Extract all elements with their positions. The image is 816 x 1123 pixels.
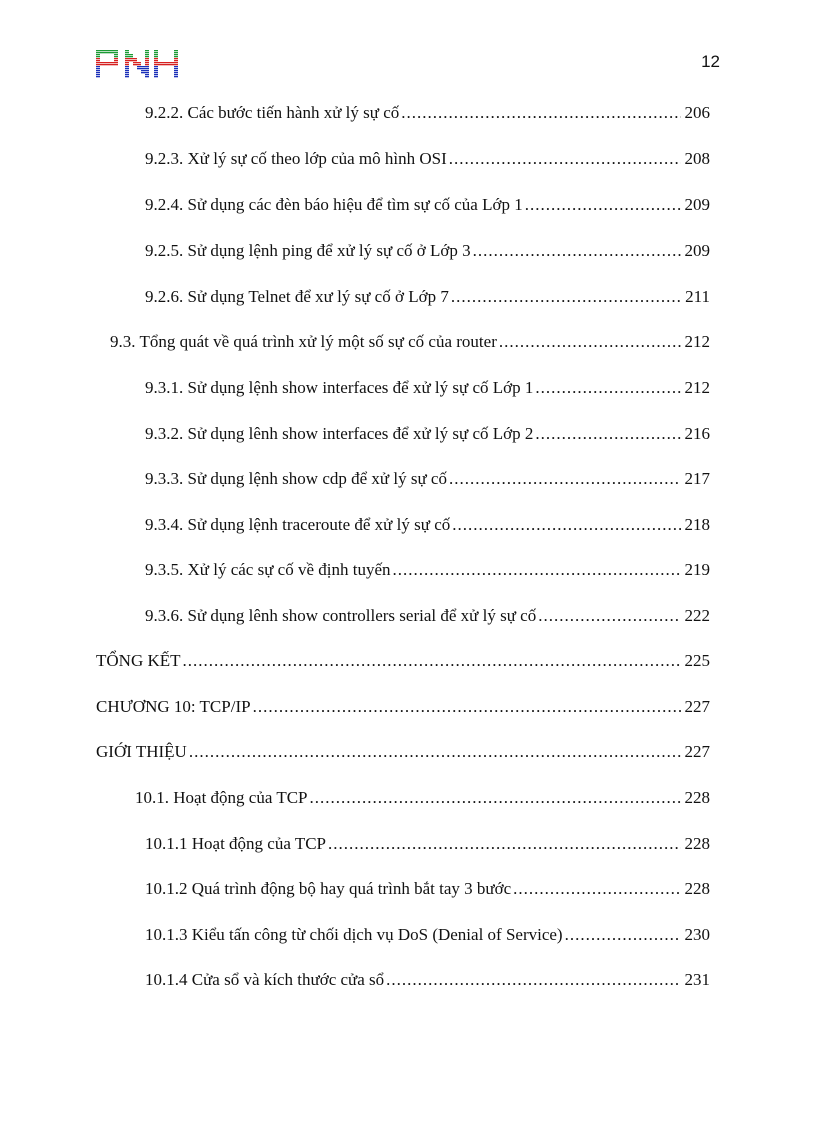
- toc-entry-page: 216: [684, 424, 710, 443]
- toc-leader-dots: [253, 695, 681, 719]
- toc-entry-page: 230: [684, 925, 710, 944]
- toc-entry-title: 9.3.2. Sử dụng lênh show interfaces để xử lý sự cố Lớp 2: [145, 424, 534, 443]
- toc-entry-page: 227: [684, 697, 710, 716]
- toc-entry-chuong-10[interactable]: [96, 695, 710, 719]
- toc-leader-dots: [452, 513, 680, 537]
- toc-leader-dots: [565, 923, 681, 947]
- logo-stripe: [96, 50, 180, 51]
- page-number: 12: [701, 52, 720, 71]
- toc-entry-9-2-5[interactable]: [145, 239, 710, 263]
- toc-entry-page: 225: [684, 651, 710, 670]
- logo-stripe: [96, 70, 180, 71]
- logo-stripe: [96, 56, 180, 57]
- toc-leader-dots: [183, 649, 681, 673]
- toc-entry-title: TỔNG KẾT: [96, 651, 181, 670]
- logo-stripe: [96, 68, 180, 69]
- toc-entry-9-2-2[interactable]: [145, 101, 710, 125]
- toc-entry-9-2-3[interactable]: [145, 147, 710, 171]
- toc-leader-dots: [449, 467, 681, 491]
- logo-stripe: [96, 60, 180, 61]
- pnh-logo-icon: [96, 50, 180, 78]
- toc-entry-gioi-thieu[interactable]: [96, 740, 710, 764]
- toc-entry-10-1-4[interactable]: [145, 968, 710, 992]
- toc-entry-title: 9.2.5. Sử dụng lệnh ping để xử lý sự cố ở Lớp 3: [145, 241, 471, 260]
- toc-entry-title: 9.3.3. Sử dụng lệnh show cdp để xử lý sự cố: [145, 469, 447, 488]
- toc-entry-page: 206: [684, 103, 710, 122]
- toc-leader-dots: [449, 147, 681, 171]
- logo-stripe: [96, 64, 180, 65]
- toc-entry-page: 228: [684, 834, 710, 853]
- logo-stripe: [96, 62, 180, 63]
- toc-entry-title: 10.1.3 Kiểu tấn công từ chối dịch vụ DoS (Denial of Service): [145, 925, 563, 944]
- toc-entry-9-3-2[interactable]: [145, 422, 710, 446]
- toc-entry-page: 212: [684, 332, 710, 351]
- toc-entry-page: 219: [684, 560, 710, 579]
- toc-entry-9-3-1[interactable]: [145, 376, 710, 400]
- toc-entry-9-2-4[interactable]: [145, 193, 710, 217]
- toc-leader-dots: [189, 740, 681, 764]
- toc-leader-dots: [535, 422, 680, 446]
- toc-entry-title: 9.3.6. Sử dụng lênh show controllers serial để xử lý sự cố: [145, 606, 537, 625]
- toc-entry-title: 9.2.2. Các bước tiến hành xử lý sự cố: [145, 103, 400, 122]
- toc-entry-9-2-6[interactable]: [145, 285, 710, 309]
- toc-entry-title: 10.1.1 Hoạt động của TCP: [145, 834, 327, 853]
- toc-entry-title: 9.3.4. Sử dụng lệnh traceroute để xử lý sự cố: [145, 515, 451, 534]
- logo-stripe: [96, 76, 180, 77]
- toc-entry-title: 9.3. Tổng quát về quá trình xử lý một số sự cố của router: [110, 332, 497, 351]
- toc-entry-page: 218: [684, 515, 710, 534]
- toc-leader-dots: [328, 832, 680, 856]
- toc-entry-title: 9.2.4. Sử dụng các đèn báo hiệu để tìm sự cố của Lớp 1: [145, 195, 523, 214]
- toc-entry-10-1-3[interactable]: [145, 923, 710, 947]
- toc-entry-9-3-4[interactable]: [145, 513, 710, 537]
- toc-entry-page: 227: [684, 742, 710, 761]
- toc-leader-dots: [535, 376, 680, 400]
- logo-stripe: [96, 54, 180, 55]
- toc-entry-title: 10.1. Hoạt động của TCP: [135, 788, 308, 807]
- toc-leader-dots: [310, 786, 681, 810]
- toc-entry-page: 222: [684, 606, 710, 625]
- toc-entry-9-3-6[interactable]: [145, 604, 710, 628]
- toc-entry-10-1[interactable]: [135, 786, 710, 810]
- toc-entry-title: CHƯƠNG 10: TCP/IP: [96, 697, 251, 716]
- toc-entry-9-3[interactable]: [110, 330, 710, 354]
- toc-entry-10-1-1[interactable]: [145, 832, 710, 856]
- toc-leader-dots: [401, 101, 680, 125]
- toc-entry-page: 208: [684, 149, 710, 168]
- logo-stripe: [96, 72, 180, 73]
- toc-leader-dots: [386, 968, 680, 992]
- toc-entry-page: 209: [684, 195, 710, 214]
- toc-leader-dots: [473, 239, 681, 263]
- logo-stripe: [96, 52, 180, 53]
- logo-stripe: [96, 74, 180, 75]
- toc-entry-page: 217: [684, 469, 710, 488]
- toc-entry-tong-ket[interactable]: [96, 649, 710, 673]
- toc-entry-page: 228: [684, 879, 710, 898]
- toc-entry-page: 212: [684, 378, 710, 397]
- toc-leader-dots: [499, 330, 681, 354]
- toc-entry-10-1-2[interactable]: [145, 877, 710, 901]
- toc-entry-page: 209: [684, 241, 710, 260]
- toc-leader-dots: [513, 877, 680, 901]
- toc-entry-title: GIỚI THIỆU: [96, 742, 187, 761]
- toc-entry-title: 9.3.5. Xử lý các sự cố về định tuyến: [145, 560, 391, 579]
- toc-entry-title: 9.2.6. Sử dụng Telnet để xư lý sự cố ở Lớp 7: [145, 287, 449, 306]
- logo-stripe: [96, 58, 180, 59]
- toc-entry-title: 9.2.3. Xử lý sự cố theo lớp của mô hình OSI: [145, 149, 447, 168]
- toc-entry-title: 10.1.4 Cửa sổ và kích thước cửa sổ: [145, 970, 385, 989]
- toc-entry-title: 9.3.1. Sử dụng lệnh show interfaces để xử lý sự cố Lớp 1: [145, 378, 534, 397]
- toc-entry-9-3-5[interactable]: [145, 558, 710, 582]
- toc-leader-dots: [525, 193, 681, 217]
- toc-leader-dots: [393, 558, 681, 582]
- toc-entry-title: 10.1.2 Quá trình động bộ hay quá trình bắt tay 3 bước: [145, 879, 512, 898]
- toc-leader-dots: [538, 604, 680, 628]
- toc-entry-page: 228: [684, 788, 710, 807]
- logo-stripe: [96, 66, 180, 67]
- toc-entry-9-3-3[interactable]: [145, 467, 710, 491]
- toc-entry-page: 231: [684, 970, 710, 989]
- toc-entry-page: 211: [685, 287, 710, 306]
- toc-leader-dots: [451, 285, 681, 309]
